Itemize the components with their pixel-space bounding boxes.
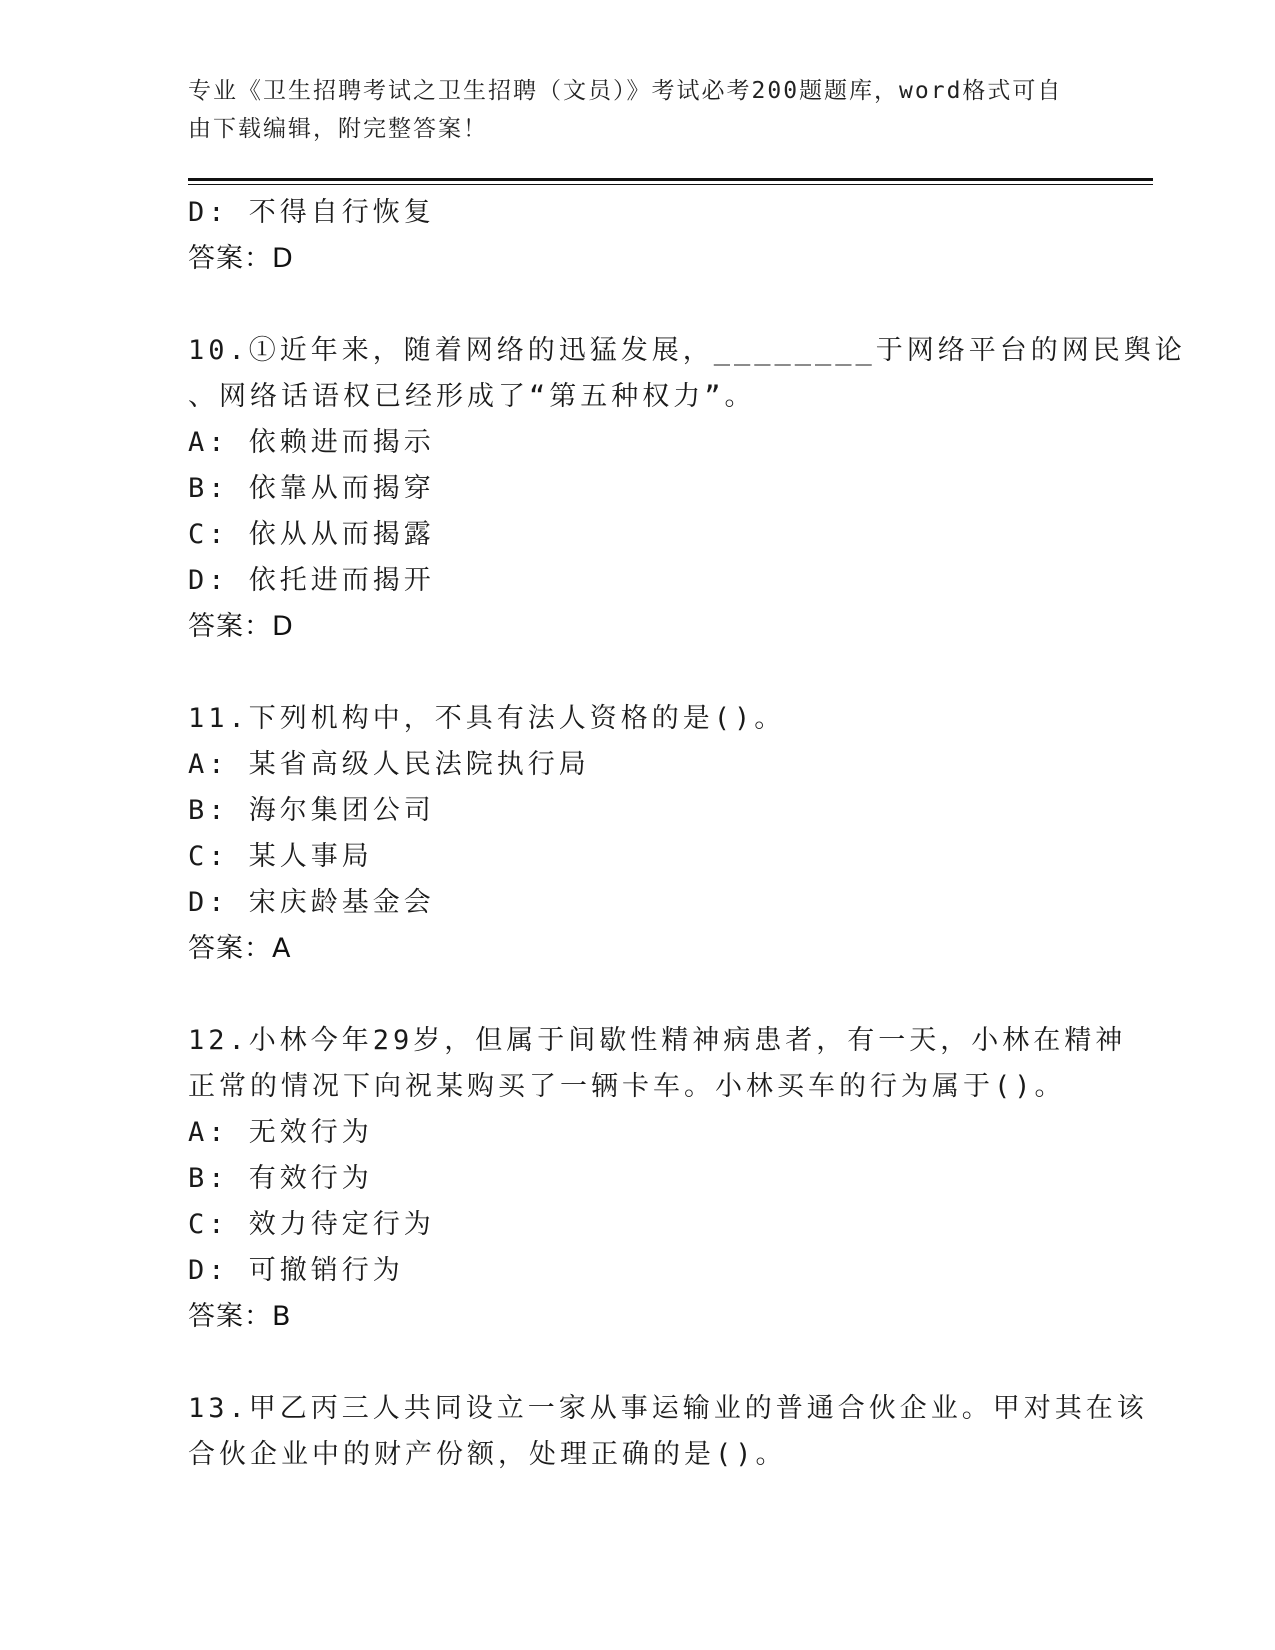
spacer xyxy=(188,972,1088,1018)
option-b: B: 依靠从而揭穿 xyxy=(188,473,435,504)
header-rule-thin xyxy=(188,184,1153,185)
option-b: B: 海尔集团公司 xyxy=(188,795,435,826)
question-12 xyxy=(188,1018,1127,1340)
question-stem: 12.小林今年29岁，但属于间歇性精神病患者，有一天，小林在精神 xyxy=(188,1025,1127,1056)
option-d: D: 不得自行恢复 xyxy=(188,197,435,228)
document-body xyxy=(188,190,1186,1478)
option-c: C: 依从从而揭露 xyxy=(188,519,435,550)
option-d: D: 依托进而揭开 xyxy=(188,565,435,596)
option-d: D: 宋庆龄基金会 xyxy=(188,887,435,918)
spacer xyxy=(188,282,1088,328)
option-c: C: 效力待定行为 xyxy=(188,1209,435,1240)
answer: 答案：D xyxy=(188,611,294,642)
question-9-tail xyxy=(188,190,1088,282)
option-a: A: 无效行为 xyxy=(188,1117,373,1148)
header-line-1: 专业《卫生招聘考试之卫生招聘（文员）》考试必考200题题库，word格式可自 xyxy=(188,78,1063,104)
answer: 答案：B xyxy=(188,1301,292,1332)
spacer xyxy=(188,1340,1088,1386)
question-stem: 13.甲乙丙三人共同设立一家从事运输业的普通合伙企业。甲对其在该 xyxy=(188,1393,1148,1424)
option-a: A: 依赖进而揭示 xyxy=(188,427,435,458)
question-10 xyxy=(188,328,1186,650)
spacer xyxy=(188,650,1088,696)
question-13 xyxy=(188,1386,1148,1478)
header-line-2: 由下载编辑，附完整答案！ xyxy=(188,116,488,142)
question-11 xyxy=(188,696,1088,972)
document-header xyxy=(188,72,1088,148)
answer: 答案：D xyxy=(188,243,294,274)
option-d: D: 可撤销行为 xyxy=(188,1255,404,1286)
answer: 答案：A xyxy=(188,933,292,964)
option-a: A: 某省高级人民法院执行局 xyxy=(188,749,590,780)
question-stem-cont: 、网络话语权已经形成了“第五种权力”。 xyxy=(188,381,756,412)
question-stem: 10.①近年来，随着网络的迅猛发展，________于网络平台的网民舆论 xyxy=(188,335,1186,366)
question-stem-cont: 合伙企业中的财产份额，处理正确的是()。 xyxy=(188,1439,787,1470)
option-b: B: 有效行为 xyxy=(188,1163,373,1194)
option-c: C: 某人事局 xyxy=(188,841,373,872)
question-stem: 11.下列机构中，不具有法人资格的是()。 xyxy=(188,703,786,734)
question-stem-cont: 正常的情况下向祝某购买了一辆卡车。小林买车的行为属于()。 xyxy=(188,1071,1066,1102)
header-rule-thick xyxy=(188,178,1153,181)
